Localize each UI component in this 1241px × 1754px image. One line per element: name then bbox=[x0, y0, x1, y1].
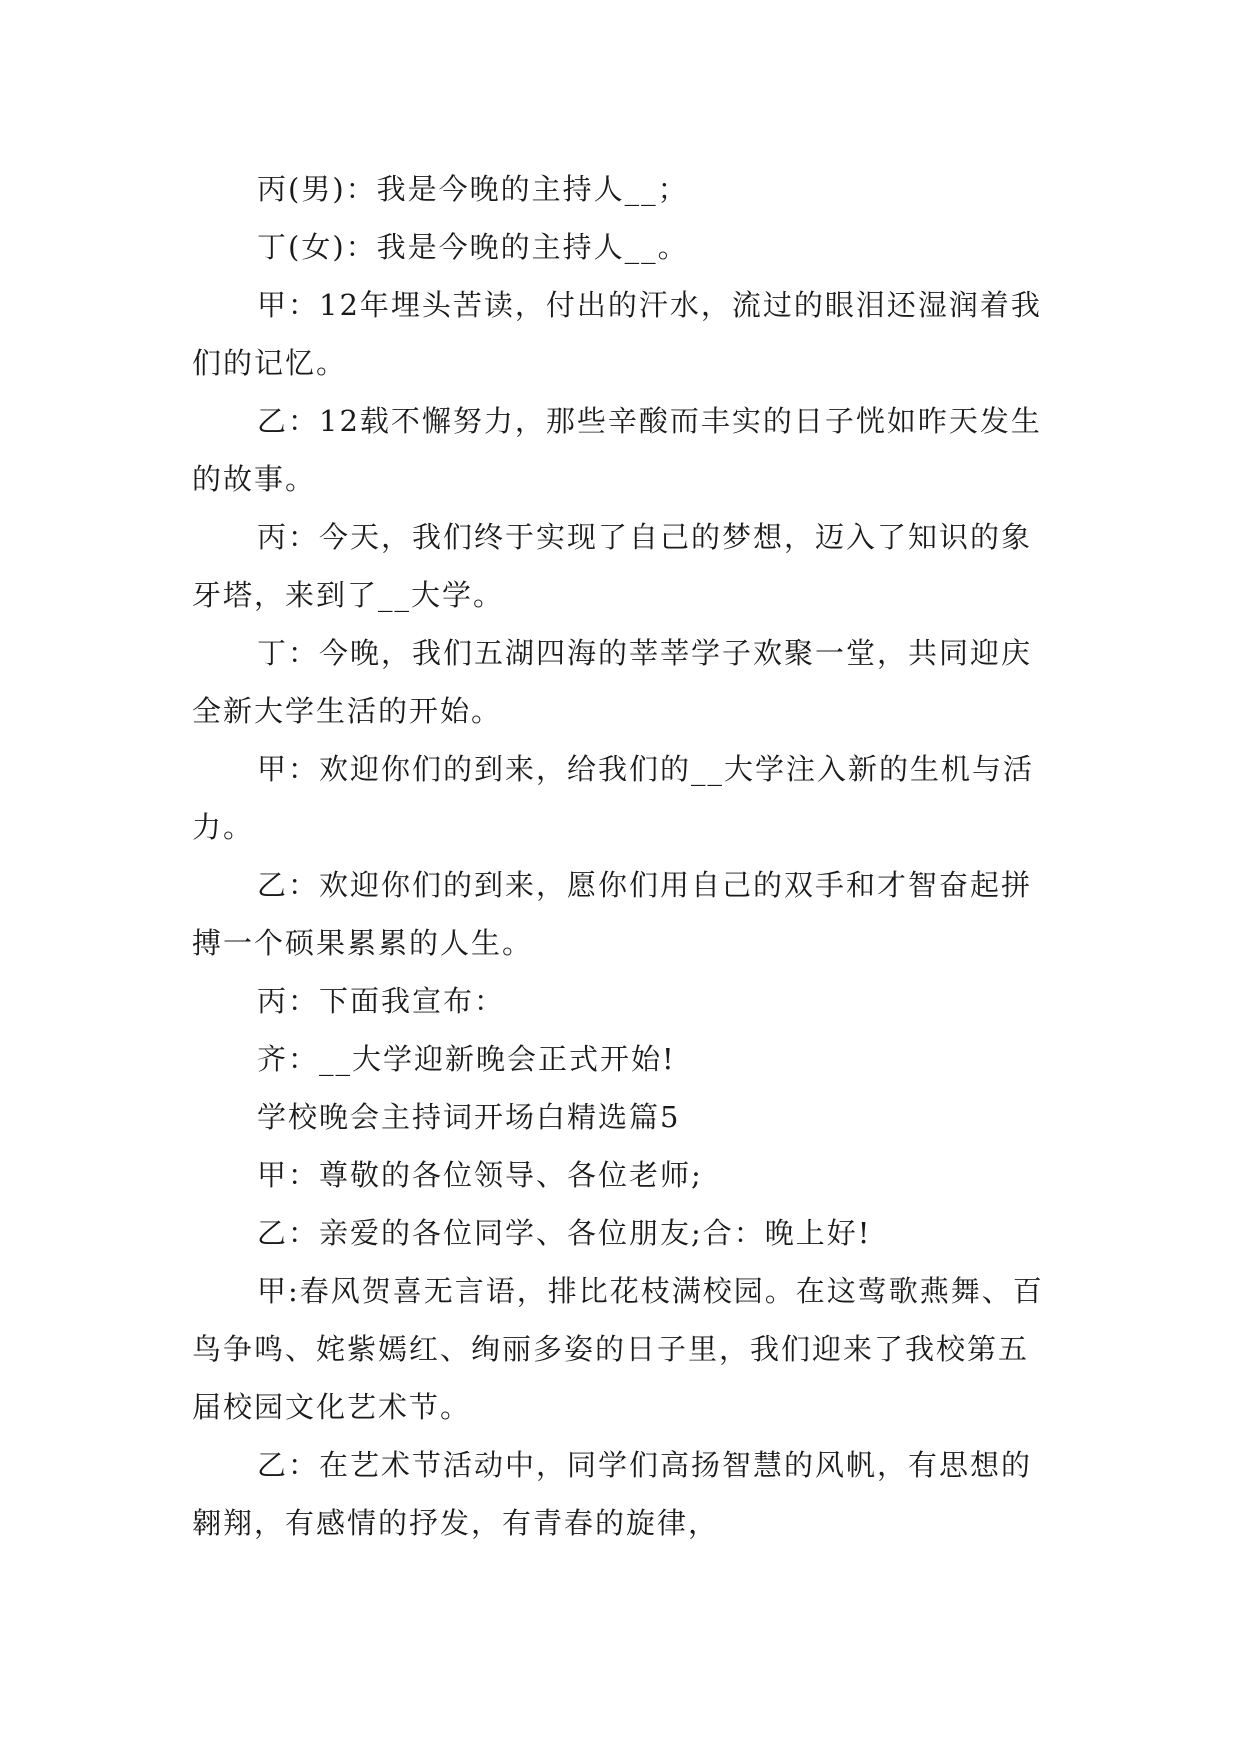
paragraph: 丁(女)：我是今晚的主持人__。 bbox=[257, 230, 689, 264]
paragraph: 甲：12年埋头苦读，付出的汗水，流过的眼泪还湿润着我们的记忆。 bbox=[192, 288, 1042, 380]
document-body bbox=[192, 160, 1052, 1552]
paragraph: 甲：尊敬的各位领导、各位老师; bbox=[257, 1158, 703, 1192]
paragraph: 甲:春风贺喜无言语，排比花枝满校园。在这莺歌燕舞、百鸟争鸣、姹紫嫣红、绚丽多姿的日子里，我们迎来了我校第五届校园文化艺术节。 bbox=[192, 1274, 1044, 1424]
section-heading: 学校晚会主持词开场白精选篇5 bbox=[257, 1100, 681, 1134]
paragraph: 乙：12载不懈努力，那些辛酸而丰实的日子恍如昨天发生的故事。 bbox=[192, 404, 1042, 496]
paragraph: 乙：在艺术节活动中，同学们高扬智慧的风帆，有思想的翱翔，有感情的抒发，有青春的旋律， bbox=[192, 1448, 1033, 1540]
paragraph: 丙：下面我宣布： bbox=[257, 984, 506, 1018]
paragraph: 丁：今晚，我们五湖四海的莘莘学子欢聚一堂，共同迎庆全新大学生活的开始。 bbox=[192, 636, 1033, 728]
paragraph: 乙：欢迎你们的到来，愿你们用自己的双手和才智奋起拼搏一个硕果累累的人生。 bbox=[192, 868, 1033, 960]
paragraph: 甲：欢迎你们的到来，给我们的__大学注入新的生机与活力。 bbox=[192, 752, 1035, 844]
paragraph: 丙(男)：我是今晚的主持人__； bbox=[257, 172, 689, 206]
paragraph: 乙：亲爱的各位同学、各位朋友;合：晚上好! bbox=[257, 1216, 872, 1250]
paragraph: 齐：__大学迎新晚会正式开始! bbox=[257, 1042, 676, 1076]
paragraph: 丙：今天，我们终于实现了自己的梦想，迈入了知识的象牙塔，来到了__大学。 bbox=[192, 520, 1033, 612]
